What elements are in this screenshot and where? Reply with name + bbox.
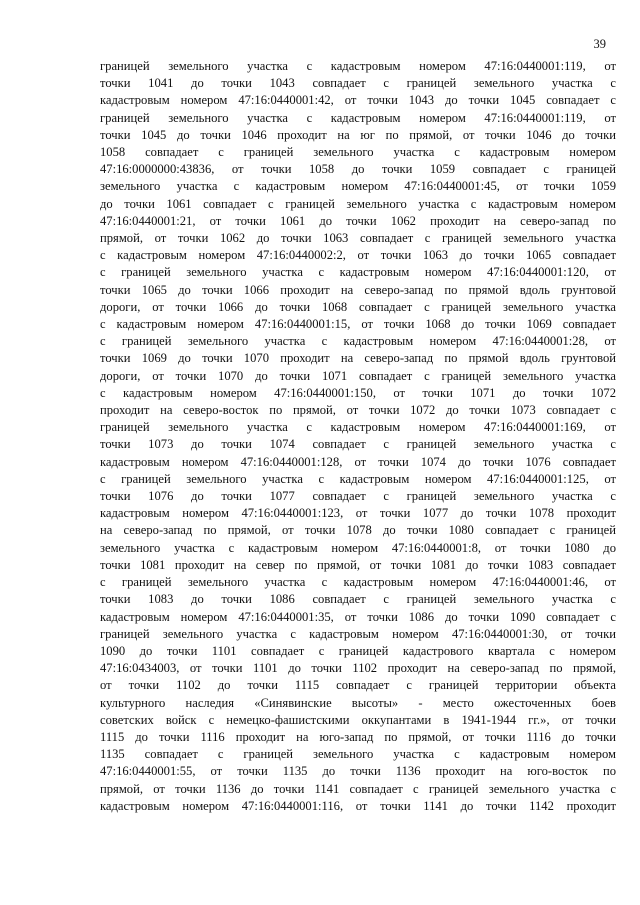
text-line: 1090 до точки 1101 совпадает с границей кадастрового квартала с номером (100, 643, 616, 658)
text-line: точки 1083 до точки 1086 совпадает с границей земельного участка с (100, 592, 616, 607)
text-line: 47:16:0440001:21, от точки 1061 до точки 1062 проходит на северо-запад по (100, 213, 616, 228)
text-line: с границей земельного участка с кадастровым номером 47:16:0440001:120, от (100, 265, 616, 280)
text-line: 47:16:0434003, от точки 1101 до точки 1102 проходит на северо-запад по прямой, (100, 661, 616, 676)
text-line: дороги, от точки 1070 до точки 1071 совпадает с границей земельного участка (100, 368, 616, 383)
text-line: до точки 1061 совпадает с границей земельного участка с кадастровым номером (100, 196, 616, 211)
text-line: кадастровым номером 47:16:0440001:128, от точки 1074 до точки 1076 совпадает (100, 454, 616, 469)
text-line: с границей земельного участка с кадастровым номером 47:16:0440001:125, от (100, 471, 616, 486)
text-line: с границей земельного участка с кадастровым номером 47:16:0440001:28, от (100, 334, 616, 349)
text-line: точки 1081 проходит на север по прямой, от точки 1081 до точки 1083 совпадает (100, 557, 616, 572)
text-line: точки 1076 до точки 1077 совпадает с границей земельного участка с (100, 489, 616, 504)
text-line: точки 1065 до точки 1066 проходит на северо-запад по прямой вдоль грунтовой (100, 282, 616, 297)
text-line: с кадастровым номером 47:16:0440001:150, от точки 1071 до точки 1072 (100, 385, 616, 400)
text-line: проходит на северо-восток по прямой, от точки 1072 до точки 1073 совпадает с (100, 403, 616, 418)
text-line: с кадастровым номером 47:16:0440002:2, от точки 1063 до точки 1065 совпадает (100, 248, 616, 263)
text-line: 47:16:0440001:55, от точки 1135 до точки 1136 проходит на юго-восток по (100, 764, 616, 779)
text-line: точки 1073 до точки 1074 совпадает с границей земельного участка с (100, 437, 616, 452)
text-line: прямой, от точки 1136 до точки 1141 совпадает с границей земельного участка с (100, 781, 616, 796)
text-line: земельного участка с кадастровым номером 47:16:0440001:8, от точки 1080 до (100, 540, 616, 555)
text-line: советских войск с немецко-фашистскими оккупантами в 1941-1944 гг.», от точки (100, 712, 616, 727)
text-line: точки 1041 до точки 1043 совпадает с границей земельного участка с (100, 76, 616, 91)
text-line: границей земельного участка с кадастровым номером 47:16:0440001:30, от точки (100, 626, 616, 641)
text-line: с кадастровым номером 47:16:0440001:15, от точки 1068 до точки 1069 совпадает (100, 317, 616, 332)
text-line: на северо-запад по прямой, от точки 1078 до точки 1080 совпадает с границей (100, 523, 616, 538)
text-line: культурного наследия «Синявинские высоты» - место ожесточенных боев (100, 695, 616, 710)
text-line: кадастровым номером 47:16:0440001:123, от точки 1077 до точки 1078 проходит (100, 506, 616, 521)
text-line: кадастровым номером 47:16:0440001:116, от точки 1141 до точки 1142 проходит (100, 798, 616, 813)
text-line: границей земельного участка с кадастровым номером 47:16:0440001:169, от (100, 420, 616, 435)
text-line: точки 1069 до точки 1070 проходит на северо-запад по прямой вдоль грунтовой (100, 351, 616, 366)
text-line: 1115 до точки 1116 проходит на юго-запад по прямой, от точки 1116 до точки (100, 729, 616, 744)
text-line: 47:16:0000000:43836, от точки 1058 до точки 1059 совпадает с границей (100, 162, 616, 177)
text-line: 1058 совпадает с границей земельного участка с кадастровым номером (100, 145, 616, 160)
text-line: 1135 совпадает с границей земельного участка с кадастровым номером (100, 747, 616, 762)
text-line: прямой, от точки 1062 до точки 1063 совпадает с границей земельного участка (100, 231, 616, 246)
text-line: от точки 1102 до точки 1115 совпадает с границей территории объекта (100, 678, 616, 693)
text-line: границей земельного участка с кадастровым номером 47:16:0440001:119, от (100, 110, 616, 125)
text-line: кадастровым номером 47:16:0440001:42, от точки 1043 до точки 1045 совпадает с (100, 93, 616, 108)
text-line: земельного участка с кадастровым номером 47:16:0440001:45, от точки 1059 (100, 179, 616, 194)
text-line: границей земельного участка с кадастровым номером 47:16:0440001:119, от (100, 59, 616, 73)
body-text (100, 58, 616, 815)
page-number: 39 (593, 37, 606, 51)
text-line: с границей земельного участка с кадастровым номером 47:16:0440001:46, от (100, 575, 616, 590)
text-line: дороги, от точки 1066 до точки 1068 совпадает с границей земельного участка (100, 299, 616, 314)
text-line: точки 1045 до точки 1046 проходит на юг по прямой, от точки 1046 до точки (100, 127, 616, 142)
text-line: кадастровым номером 47:16:0440001:35, от точки 1086 до точки 1090 совпадает с (100, 609, 616, 624)
